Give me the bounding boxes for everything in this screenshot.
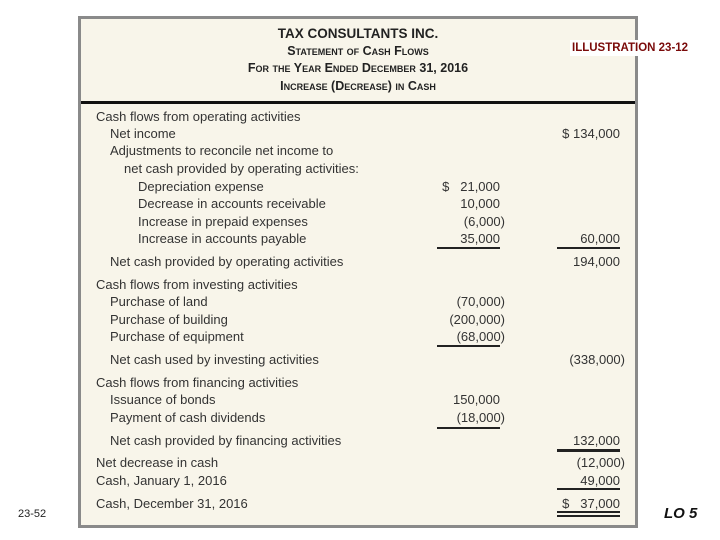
- subtotal-rule: [437, 247, 500, 249]
- row-label: Cash, January 1, 2016: [96, 473, 227, 488]
- subtotal-rule: [557, 488, 620, 490]
- statement-row: [81, 126, 635, 143]
- subtotal-rule: [437, 427, 500, 429]
- detail-amount: (6,000): [463, 214, 505, 229]
- row-label: Depreciation expense: [138, 179, 264, 194]
- statement-row: [81, 410, 635, 427]
- statement-period: For the Year Ended December 31, 2016: [247, 61, 469, 75]
- subtotal-rule: [557, 449, 620, 452]
- total-amount: (12,000): [576, 455, 625, 470]
- double-rule: [557, 511, 620, 513]
- detail-amount: $ 21,000: [442, 179, 500, 194]
- statement-row: [81, 352, 635, 369]
- illustration-label: ILLUSTRATION 23-12: [570, 40, 704, 56]
- row-label: Net cash provided by financing activities: [110, 433, 342, 448]
- row-label: Purchase of building: [110, 312, 228, 327]
- statement-row: [81, 161, 635, 178]
- row-label: Issuance of bonds: [110, 392, 216, 407]
- detail-amount: (200,000): [449, 312, 505, 327]
- total-amount: 49,000: [580, 473, 620, 488]
- detail-amount: 10,000: [460, 196, 500, 211]
- total-amount: 132,000: [573, 433, 620, 448]
- subtotal-rule: [557, 247, 620, 249]
- statement-row: [81, 277, 635, 294]
- statement-row: [81, 179, 635, 196]
- learning-objective: LO 5: [664, 505, 698, 522]
- row-label: Net income: [110, 126, 176, 141]
- row-label: net cash provided by operating activities:: [124, 161, 359, 176]
- detail-amount: 35,000: [460, 231, 500, 246]
- row-label: Cash flows from investing activities: [96, 277, 298, 292]
- statement-subtitle: Increase (Decrease) in Cash: [280, 78, 436, 93]
- detail-amount: (18,000): [456, 410, 505, 425]
- statement-row: [81, 329, 635, 346]
- statement-row: [81, 496, 635, 513]
- row-label: Decrease in accounts receivable: [138, 196, 326, 211]
- detail-amount: (70,000): [456, 294, 505, 309]
- row-label: Payment of cash dividends: [110, 410, 266, 425]
- total-amount: 194,000: [573, 254, 620, 269]
- statement-row: [81, 392, 635, 409]
- total-amount: $ 134,000: [562, 126, 620, 141]
- statement-row: [81, 312, 635, 329]
- company-name: TAX CONSULTANTS INC.: [277, 26, 439, 41]
- statement-row: [81, 473, 635, 490]
- statement-row: [81, 109, 635, 126]
- statement-row: [81, 254, 635, 271]
- statement-row: [81, 294, 635, 311]
- total-amount: 60,000: [580, 231, 620, 246]
- statement-header: [81, 19, 635, 104]
- statement-row: [81, 196, 635, 213]
- page-number: 23-52: [18, 508, 47, 520]
- row-label: Adjustments to reconcile net income to: [110, 143, 334, 158]
- double-rule: [557, 515, 620, 517]
- detail-amount: (68,000): [456, 329, 505, 344]
- statement-row: [81, 375, 635, 392]
- statement-row: [81, 433, 635, 450]
- row-label: Increase in accounts payable: [138, 231, 307, 246]
- row-label: Purchase of land: [110, 294, 208, 309]
- statement-row: [81, 214, 635, 231]
- row-label: Cash flows from financing activities: [96, 375, 299, 390]
- cash-flow-statement: [78, 16, 638, 528]
- row-label: Cash flows from operating activities: [96, 109, 301, 124]
- detail-amount: 150,000: [453, 392, 500, 407]
- statement-row: [81, 143, 635, 160]
- row-label: Net cash provided by operating activities: [110, 254, 344, 269]
- row-label: Net cash used by investing activities: [110, 352, 319, 367]
- statement-title: Statement of Cash Flows: [287, 43, 429, 58]
- statement-row: [81, 231, 635, 248]
- total-amount: (338,000): [569, 352, 625, 367]
- subtotal-rule: [437, 345, 500, 347]
- row-label: Cash, December 31, 2016: [96, 496, 248, 511]
- row-label: Purchase of equipment: [110, 329, 244, 344]
- statement-row: [81, 455, 635, 472]
- total-amount: $ 37,000: [562, 496, 620, 511]
- row-label: Increase in prepaid expenses: [138, 214, 308, 229]
- row-label: Net decrease in cash: [96, 455, 219, 470]
